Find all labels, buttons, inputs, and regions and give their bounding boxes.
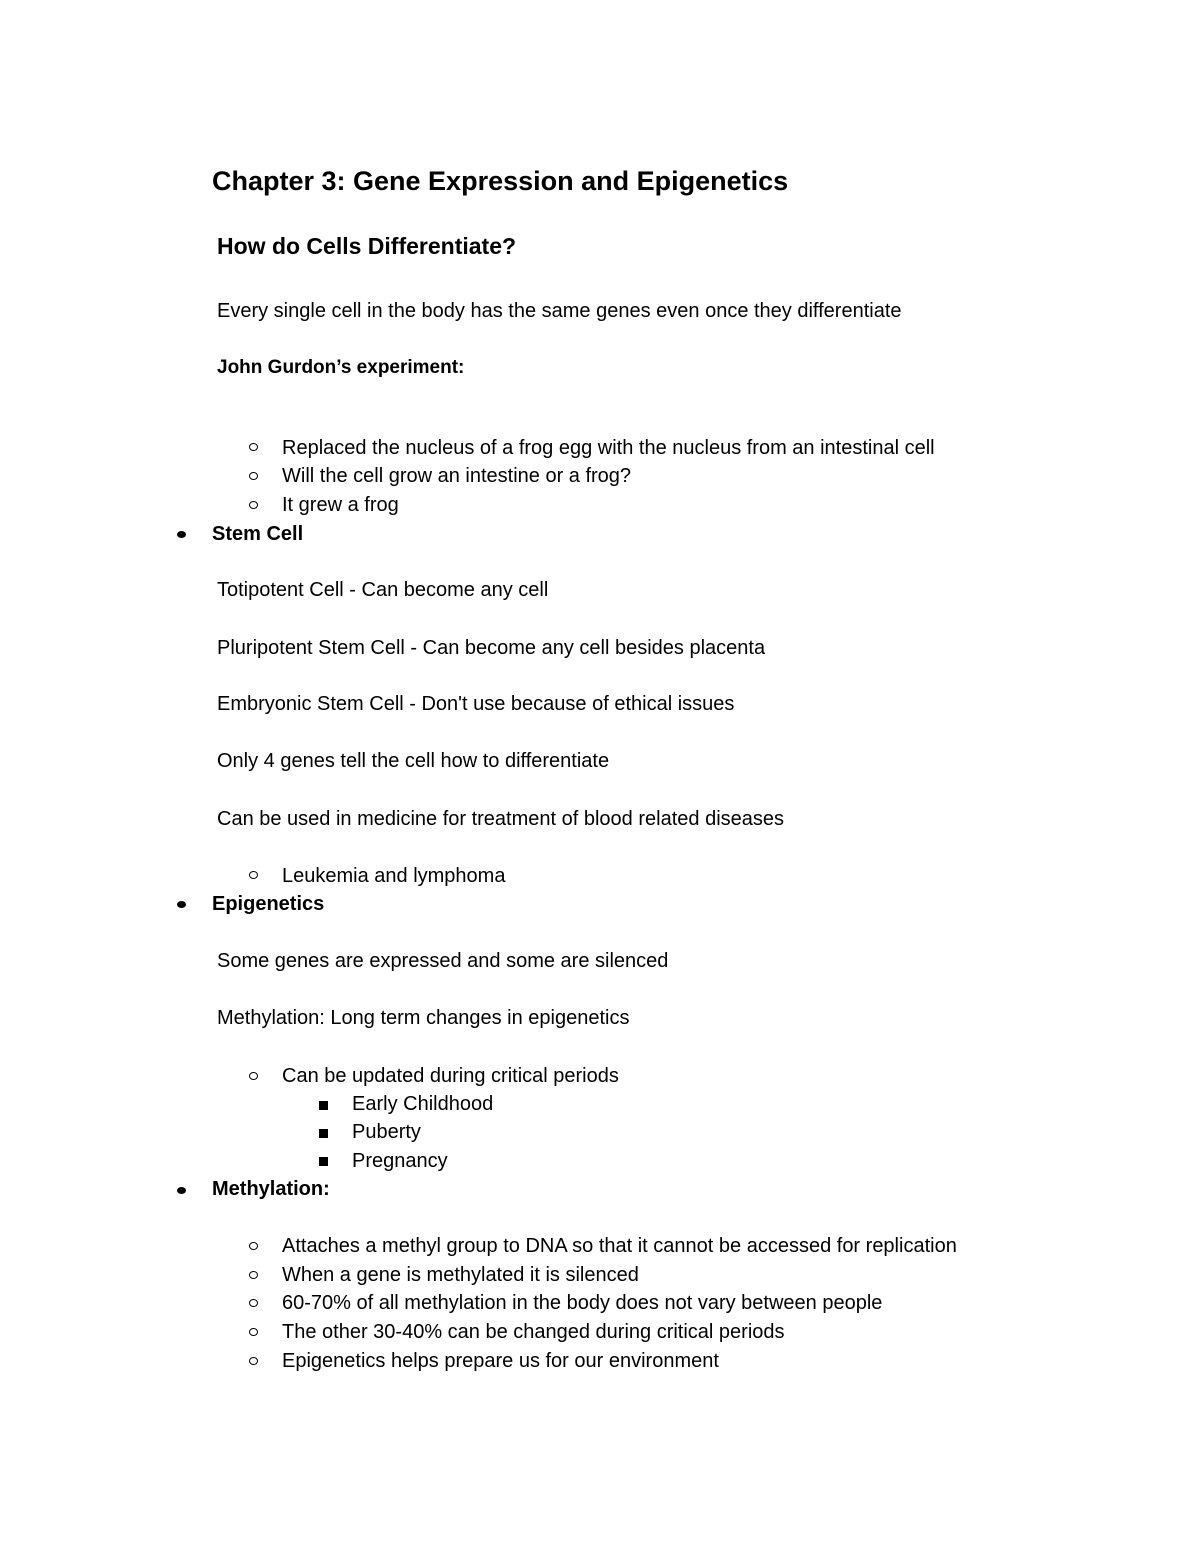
square-bullet-icon bbox=[319, 1101, 328, 1110]
paragraph: Can be used in medicine for treatment of blood related diseases bbox=[217, 808, 785, 830]
paragraph: Methylation: Long term changes in epigenetics bbox=[217, 1007, 630, 1029]
list-item: When a gene is methylated it is silenced bbox=[282, 1264, 639, 1286]
hollow-bullet-icon bbox=[249, 1299, 258, 1307]
paragraph: Only 4 genes tell the cell how to differentiate bbox=[217, 750, 610, 772]
nested-list-item: Pregnancy bbox=[352, 1150, 448, 1172]
paragraph: Embryonic Stem Cell - Don't use because of ethical issues bbox=[217, 693, 735, 715]
list-item: Can be updated during critical periods bbox=[282, 1065, 619, 1087]
hollow-bullet-icon bbox=[249, 1271, 258, 1279]
experiment-heading: John Gurdon’s experiment: bbox=[217, 357, 465, 378]
hollow-bullet-icon bbox=[249, 501, 258, 509]
hollow-bullet-icon bbox=[249, 1357, 258, 1365]
list-item: 60-70% of all methylation in the body does not vary between people bbox=[282, 1292, 883, 1314]
square-bullet-icon bbox=[319, 1157, 328, 1166]
hollow-bullet-icon bbox=[249, 472, 258, 480]
hollow-bullet-icon bbox=[249, 1328, 258, 1336]
list-item: Will the cell grow an intestine or a frog? bbox=[282, 465, 632, 487]
hollow-bullet-icon bbox=[249, 1242, 258, 1250]
methylation-heading: Methylation: bbox=[212, 1178, 330, 1200]
list-item: It grew a frog bbox=[282, 494, 399, 516]
paragraph: Totipotent Cell - Can become any cell bbox=[217, 579, 549, 601]
page-title: Chapter 3: Gene Expression and Epigenetics bbox=[212, 166, 789, 196]
intro-paragraph: Every single cell in the body has the same genes even once they differentiate bbox=[217, 300, 902, 322]
nested-list-item: Puberty bbox=[352, 1121, 421, 1143]
hollow-bullet-icon bbox=[249, 443, 258, 451]
paragraph: Some genes are expressed and some are silenced bbox=[217, 950, 669, 972]
list-item: Leukemia and lymphoma bbox=[282, 865, 506, 887]
epigenetics-heading: Epigenetics bbox=[212, 893, 325, 915]
bullet-icon bbox=[177, 531, 186, 538]
section-heading-differentiate: How do Cells Differentiate? bbox=[217, 233, 517, 259]
paragraph: Pluripotent Stem Cell - Can become any cell besides placenta bbox=[217, 637, 766, 659]
square-bullet-icon bbox=[319, 1129, 328, 1138]
bullet-icon bbox=[177, 901, 186, 908]
list-item: Attaches a methyl group to DNA so that it cannot be accessed for replication bbox=[282, 1235, 957, 1257]
list-item: Epigenetics helps prepare us for our environment bbox=[282, 1350, 719, 1372]
list-item: Replaced the nucleus of a frog egg with the nucleus from an intestinal cell bbox=[282, 437, 935, 459]
bullet-icon bbox=[177, 1187, 186, 1194]
stem-cell-heading: Stem Cell bbox=[212, 523, 304, 545]
hollow-bullet-icon bbox=[249, 1072, 258, 1080]
hollow-bullet-icon bbox=[249, 871, 258, 879]
nested-list-item: Early Childhood bbox=[352, 1093, 494, 1115]
list-item: The other 30-40% can be changed during critical periods bbox=[282, 1321, 785, 1343]
